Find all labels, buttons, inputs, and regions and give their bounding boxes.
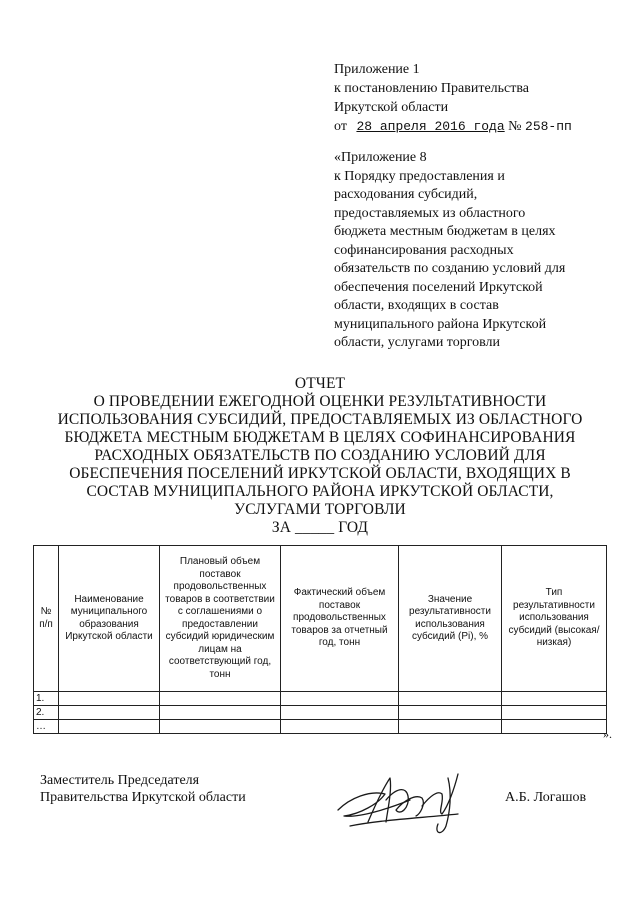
row-number: 2. <box>34 706 59 720</box>
header-municipality: Наименование муниципального образования Иркутской области <box>59 546 160 692</box>
appendix8-line: обязательств по созданию условий для <box>334 261 566 276</box>
table-row <box>34 706 607 720</box>
table-cell <box>59 692 160 706</box>
appendix8-line: муниципального района Иркутской <box>334 316 547 332</box>
table-cell <box>502 706 607 720</box>
appendix1-line3: Иркутской области <box>334 100 449 115</box>
header-planned-volume: Плановый объем поставок продовольственных товаров в соответствии с соглашениями о предоставлении субсидий юридическим лицам на соответствующий год, тонн <box>160 546 281 692</box>
appendix8-line: «Приложение 8 <box>334 150 427 165</box>
report-title-line: ИСПОЛЬЗОВАНИЯ СУБСИДИЙ, ПРЕДОСТАВЛЯЕМЫХ ИЗ ОБЛАСТНОГО <box>57 411 583 428</box>
signer-position-line1: Заместитель Председателя <box>40 773 200 788</box>
appendix8-line: расходования субсидий, <box>334 187 478 202</box>
report-title-line: СОСТАВ МУНИЦИПАЛЬНОГО РАЙОНА ИРКУТСКОЙ ОБЛАСТИ, <box>86 483 554 500</box>
appendix1-number-sign: № <box>508 119 522 134</box>
table-cell <box>59 706 160 720</box>
report-title-line: БЮДЖЕТА МЕСТНЫМ БЮДЖЕТАМ В ЦЕЛЯХ СОФИНАНСИРОВАНИЯ <box>64 429 576 446</box>
header-effectiveness-value: Значение результативности использования субсидий (Pi), % <box>399 546 502 692</box>
appendix8-line: обеспечения поселений Иркутской <box>334 279 543 295</box>
appendix1-number: 258-пп <box>525 119 572 134</box>
table-cell <box>399 720 502 734</box>
report-title: ОТЧЕТ <box>294 375 346 392</box>
table-cell <box>160 720 281 734</box>
table-cell <box>502 692 607 706</box>
signer-name: А.Б. Логашов <box>505 790 587 805</box>
report-title-line: РАСХОДНЫХ ОБЯЗАТЕЛЬСТВ ПО СОЗДАНИЮ УСЛОВИЙ ДЛЯ <box>94 447 546 464</box>
appendix8-line: к Порядку предоставления и <box>334 168 505 184</box>
handwritten-signature <box>330 760 480 840</box>
report-year-line: ЗА _____ ГОД <box>271 519 369 536</box>
appendix8-line: области, услугами торговли <box>334 335 501 350</box>
appendix8-line: области, входящих в состав <box>334 298 499 313</box>
row-number: … <box>34 720 59 734</box>
appendix1-line2: к постановлению Правительства <box>334 81 530 96</box>
table-cell <box>59 720 160 734</box>
table-header-row <box>34 546 607 692</box>
appendix1-date: 28 апреля 2016 года <box>356 119 505 134</box>
report-title-line: УСЛУГАМИ ТОРГОВЛИ <box>234 501 406 518</box>
table-row <box>34 720 607 734</box>
table-cell <box>281 720 399 734</box>
header-actual-volume: Фактический объем поставок продовольственных товаров за отчетный год, тонн <box>281 546 399 692</box>
table-closing-mark: ». <box>603 727 612 741</box>
report-title-line: О ПРОВЕДЕНИИ ЕЖЕГОДНОЙ ОЦЕНКИ РЕЗУЛЬТАТИВНОСТИ <box>93 393 547 410</box>
report-table <box>33 545 607 734</box>
table-cell <box>160 706 281 720</box>
table-cell <box>160 692 281 706</box>
appendix8-line: предоставляемых из областного <box>334 205 526 221</box>
table-cell <box>399 692 502 706</box>
report-title-line: ОБЕСПЕЧЕНИЯ ПОСЕЛЕНИЙ ИРКУТСКОЙ ОБЛАСТИ, ВХОДЯЩИХ В <box>69 465 571 482</box>
appendix8-line: бюджета местным бюджетам в целях <box>334 224 556 239</box>
row-number: 1. <box>34 692 59 706</box>
appendix1-ot: от <box>334 119 347 134</box>
signer-position-line2: Правительства Иркутской области <box>40 790 246 805</box>
table-cell <box>502 720 607 734</box>
table-cell <box>281 706 399 720</box>
header-effectiveness-type: Тип результативности использования субсидий (высокая/низкая) <box>502 546 607 692</box>
appendix1-date-line <box>334 117 572 136</box>
appendix1-line1: Приложение 1 <box>334 62 420 77</box>
appendix8-line: софинансирования расходных <box>334 242 514 258</box>
table-cell <box>281 692 399 706</box>
table-cell <box>399 706 502 720</box>
table-row <box>34 692 607 706</box>
header-number: № п/п <box>34 546 59 692</box>
